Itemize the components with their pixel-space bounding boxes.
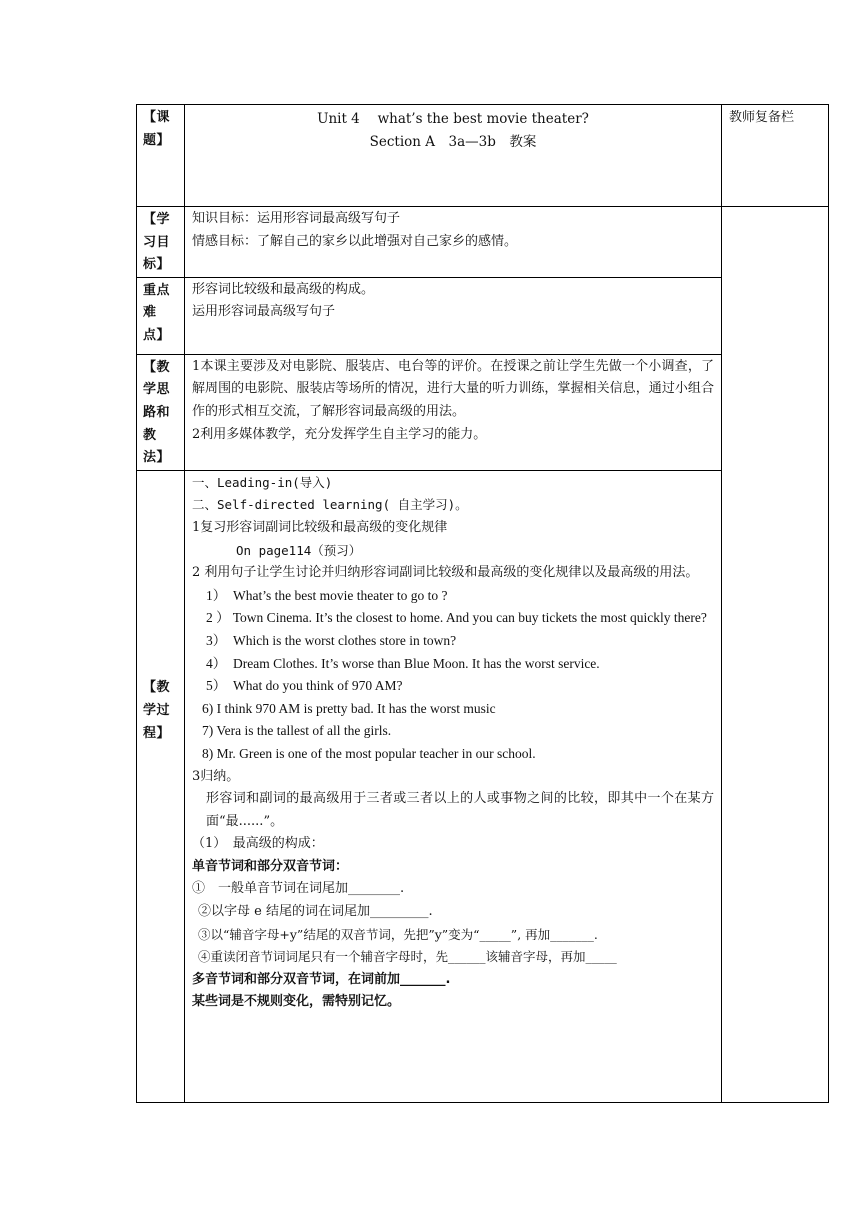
rule-2: ②以字母 e 结尾的词在词尾加_________. <box>198 904 433 920</box>
teaching-idea-2: 2利用多媒体教学，充分发挥学生自主学习的能力。 <box>192 426 487 442</box>
teaching-ideas-label: 【教 学思 路和 教 法】 <box>137 354 185 470</box>
objectives-content <box>185 207 722 278</box>
title-row <box>137 105 829 207</box>
key-point-2: 运用形容词最高级写句子 <box>192 304 336 320</box>
emotion-objective: 情感目标：了解自己的家乡以此增强对自己家乡的感情。 <box>192 233 518 249</box>
rule-3: ③以“辅音字母+y”结尾的双音节词，先把”y”变为“_____”, 再加_______. <box>198 926 598 942</box>
title-label: 【课 题】 <box>137 105 185 207</box>
summary-heading: 3归纳。 <box>192 768 240 784</box>
irregular-note: 某些词是不规则变化，需特别记忆。 <box>192 994 401 1010</box>
leading-in: 一、Leading-in(导入) <box>192 474 333 490</box>
sentence-3: 3） Which is the worst clothes store in town? <box>206 632 457 648</box>
key-point-1: 形容词比较级和最高级的构成。 <box>192 281 375 297</box>
teaching-process-content <box>185 470 722 1102</box>
rule-4: ④重读闭音节词词尾只有一个辅音字母时，先______该辅音字母，再加_____ <box>198 949 617 965</box>
superlative-usage: 形容词和副词的最高级用于三者或三者以上的人或事物之间的比较，即其中一个在某方面“最......”。 <box>206 791 714 829</box>
superlative-formation-heading: （1） 最高级的构成： <box>192 836 324 852</box>
teacher-notes-column <box>722 207 829 1103</box>
sentence-7: 7) Vera is the tallest of all the girls. <box>202 723 392 739</box>
review-rule: 1复习形容词副词比较级和最高级的变化规律 <box>192 519 448 535</box>
self-directed-learning: 二、Self-directed learning( 自主学习)。 <box>192 497 468 513</box>
sentence-5: 5） What do you think of 970 AM? <box>206 678 403 694</box>
lesson-plan-table <box>136 104 829 1103</box>
key-points-label: 重点 难 点】 <box>137 277 185 354</box>
objectives-label: 【学 习目 标】 <box>137 207 185 278</box>
sentence-4: 4） Dream Clothes. It’s worse than Blue Moon. It has the worst service. <box>206 655 600 671</box>
preview-page: On page114（预习） <box>236 542 362 558</box>
sentence-6: 6) I think 970 AM is pretty bad. It has the worst music <box>202 700 496 716</box>
teacher-notes-label: 教师复备栏 <box>722 105 829 207</box>
lesson-title <box>185 105 722 207</box>
teaching-ideas-content <box>185 354 722 470</box>
objectives-row <box>137 207 829 278</box>
multi-syllable-rule: 多音节词和部分双音节词，在词前加_______. <box>192 971 451 987</box>
rule-1: ① 一般单音节词在词尾加________. <box>192 881 405 897</box>
knowledge-objective: 知识目标：运用形容词最高级写句子 <box>192 211 401 226</box>
sentence-1: 1） What’s the best movie theater to go to ? <box>206 587 448 603</box>
sentence-2: 2 ） Town Cinema. It’s the closest to home. And you can buy tickets the most quickly there? <box>206 610 707 626</box>
sentence-8: 8) Mr. Green is one of the most popular teacher in our school. <box>202 745 536 761</box>
title-line-1: Unit 4 what’s the best movie theater? <box>317 111 589 127</box>
teaching-process-label: 【教 学过 程】 <box>137 470 185 1102</box>
title-line-2: Section A 3a—3b 教案 <box>369 133 537 150</box>
one-syllable-heading: 单音节词和部分双音节词： <box>192 858 349 874</box>
key-points-content <box>185 277 722 354</box>
discussion-instruction: 2 利用句子让学生讨论并归纳形容词副词比较级和最高级的变化规律以及最高级的用法。 <box>192 565 699 581</box>
teaching-idea-1: 1本课主要涉及对电影院、服装店、电台等的评价。在授课之前让学生先做一个小调查，了解周围的电影院、服装店等场所的情况，进行大量的听力训练，掌握相关信息，通过小组合作的形式相互交流，了解形容词最高级的用法。 <box>192 358 714 419</box>
